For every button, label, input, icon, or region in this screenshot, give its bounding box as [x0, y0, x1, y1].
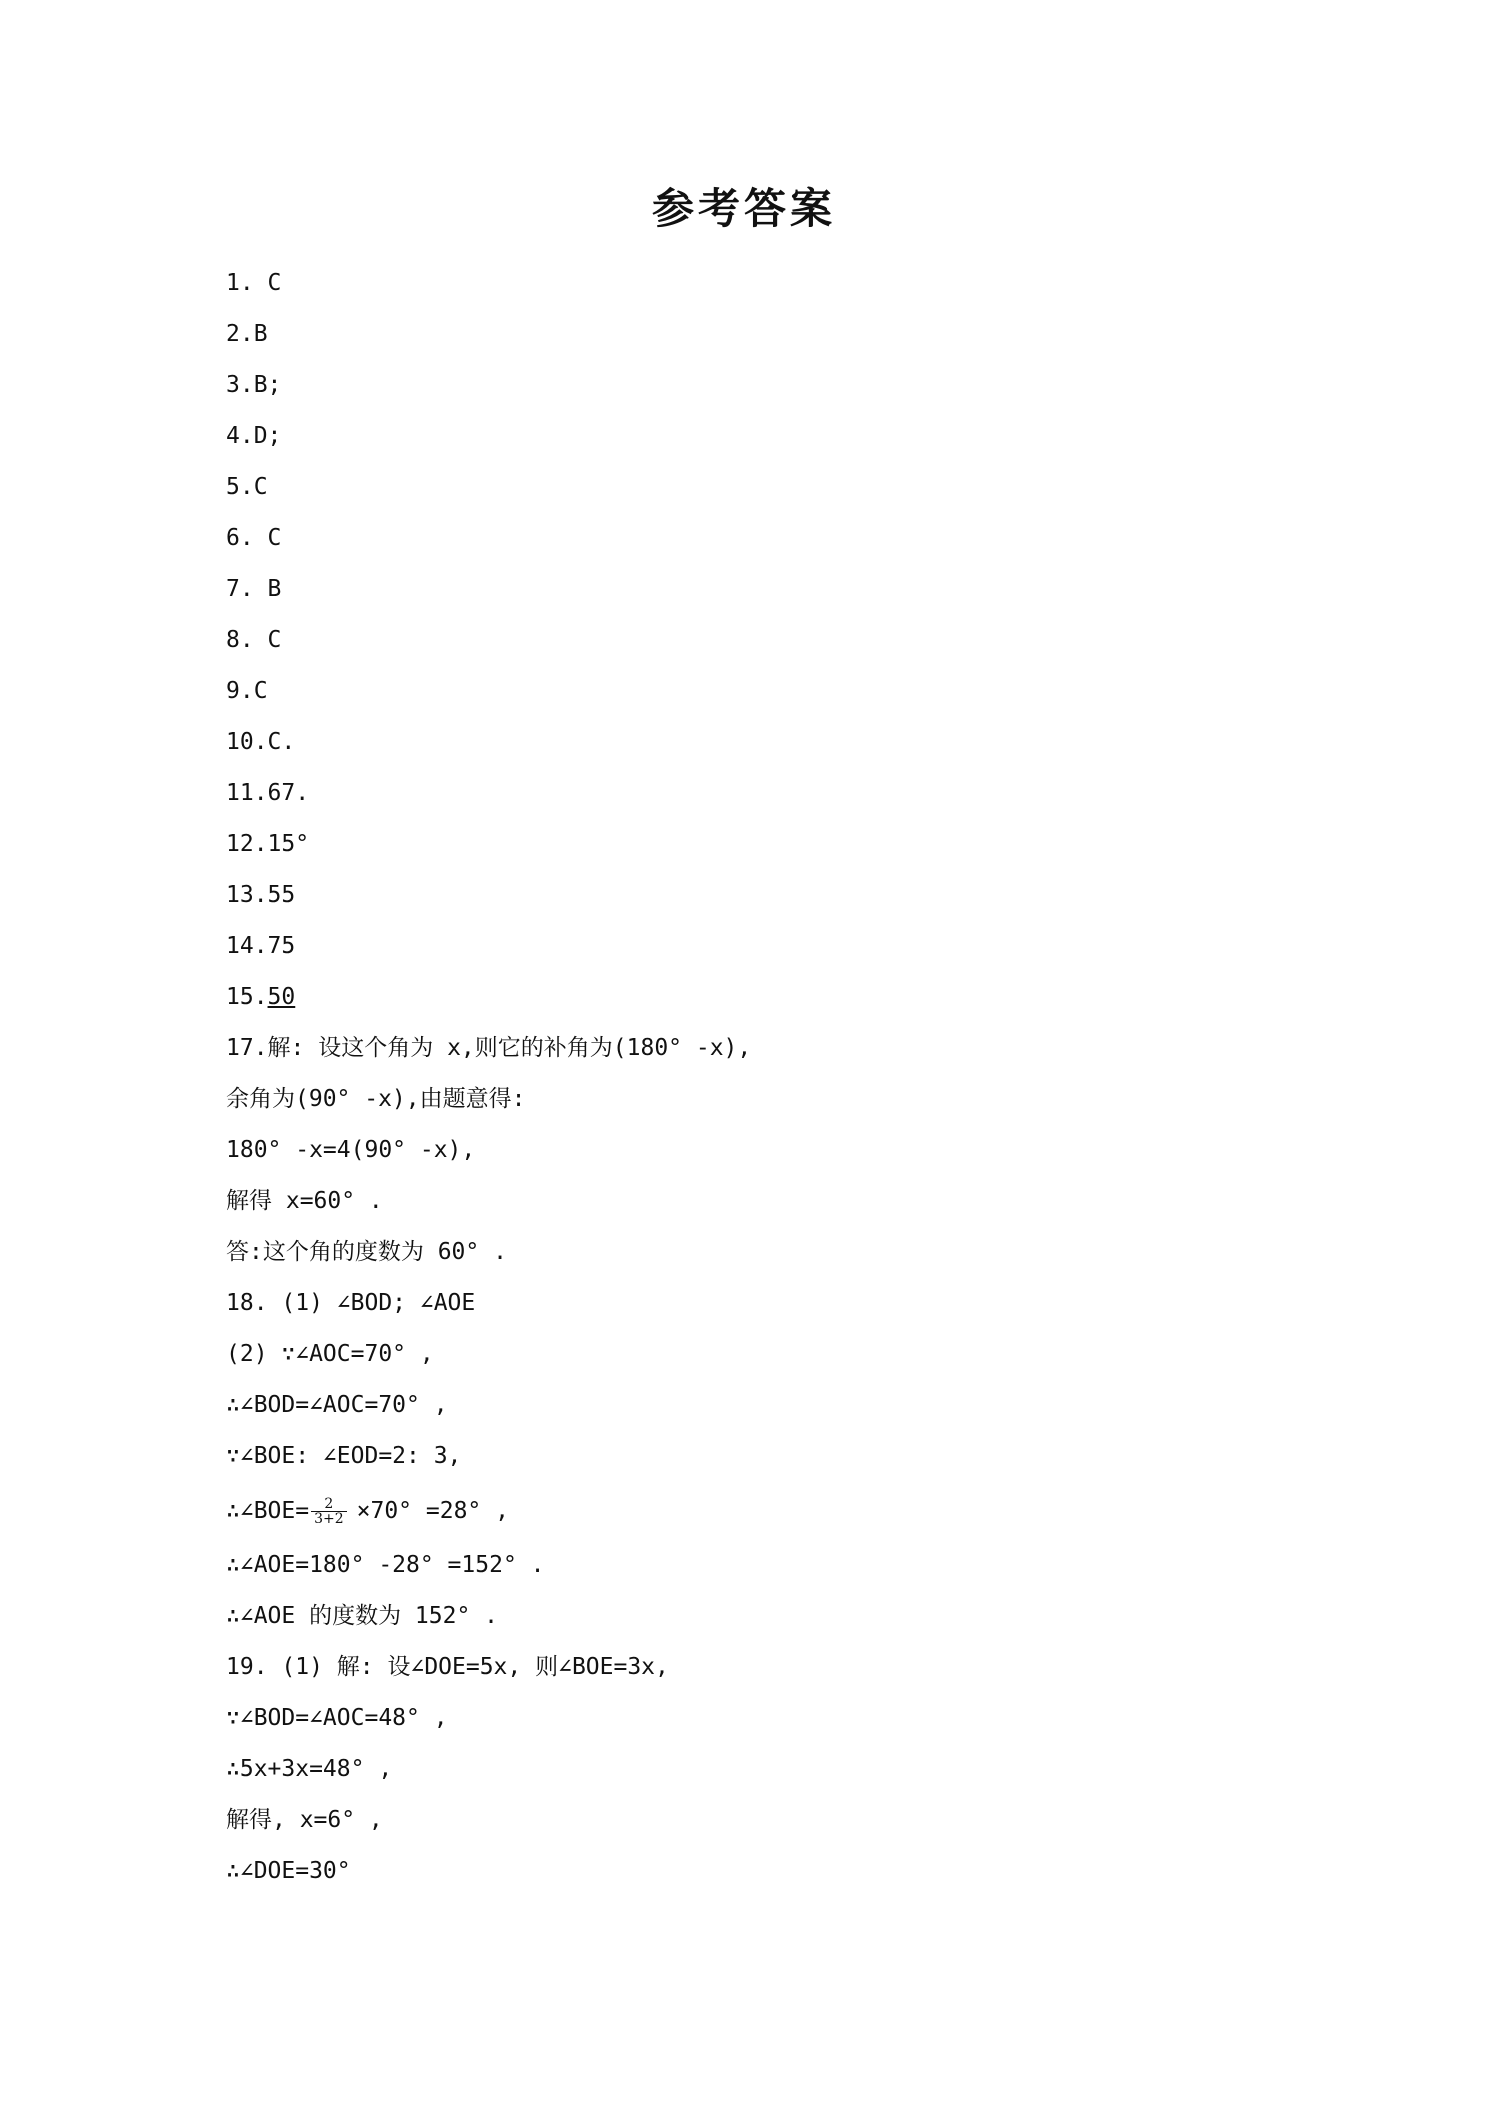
- q17-line-5: 答:这个角的度数为 60° .: [226, 1239, 507, 1265]
- fraction-numerator: 2: [324, 1496, 334, 1512]
- answer-12: 12.15°: [226, 831, 310, 857]
- answer-10: 10.C.: [226, 729, 296, 755]
- q18-line-1: 18. (1) ∠BOD; ∠AOE: [226, 1290, 476, 1316]
- fraction: [311, 1497, 347, 1526]
- q18-line-3: ∴∠BOD=∠AOC=70° ,: [226, 1392, 448, 1418]
- fraction-denominator: 3+2: [311, 1511, 347, 1526]
- answer-13: 13.55: [226, 882, 296, 908]
- answer-15-value: 50: [267, 984, 296, 1010]
- answer-1: 1. C: [226, 270, 282, 296]
- page-title: 参考答案: [651, 184, 836, 233]
- q19-line-1: 19. (1) 解: 设∠DOE=5x, 则∠BOE=3x,: [226, 1654, 669, 1680]
- q17-line-4: 解得 x=60° .: [226, 1188, 383, 1214]
- answer-3: 3.B;: [226, 372, 282, 398]
- q17-line-1: 17.解: 设这个角为 x,则它的补角为(180° -x),: [226, 1035, 752, 1061]
- answer-7: 7. B: [226, 576, 282, 602]
- answer-2: 2.B: [226, 321, 268, 347]
- q17-line-3: 180° -x=4(90° -x),: [226, 1137, 476, 1163]
- q19-line-2: ∵∠BOD=∠AOC=48° ,: [226, 1705, 448, 1731]
- q18-line-7: ∴∠AOE 的度数为 152° .: [226, 1603, 499, 1629]
- answer-4: 4.D;: [226, 423, 282, 449]
- q18-line-5: [226, 1482, 1386, 1540]
- q18-line-5-prefix: ∴∠BOE=: [226, 1498, 310, 1524]
- q18-line-6: ∴∠AOE=180° -28° =152° .: [226, 1552, 545, 1578]
- answer-11: 11.67.: [226, 780, 310, 806]
- answer-8: 8. C: [226, 627, 282, 653]
- q19-line-4: 解得, x=6° ,: [226, 1807, 383, 1833]
- answer-6: 6. C: [226, 525, 282, 551]
- answer-15: [226, 972, 1386, 1023]
- q19-line-3: ∴5x+3x=48° ,: [226, 1756, 393, 1782]
- answer-list: [226, 258, 1386, 1897]
- q19-line-5: ∴∠DOE=30°: [226, 1858, 351, 1884]
- answer-15-prefix: 15.: [226, 984, 268, 1010]
- answer-5: 5.C: [226, 474, 268, 500]
- q17-line-2: 余角为(90° -x),由题意得:: [226, 1086, 526, 1112]
- answer-9: 9.C: [226, 678, 268, 704]
- answer-14: 14.75: [226, 933, 296, 959]
- q18-line-4: ∵∠BOE: ∠EOD=2: 3,: [226, 1443, 462, 1469]
- q18-line-5-suffix: ×70° =28° ,: [356, 1498, 509, 1524]
- q18-line-2: (2) ∵∠AOC=70° ,: [226, 1341, 434, 1367]
